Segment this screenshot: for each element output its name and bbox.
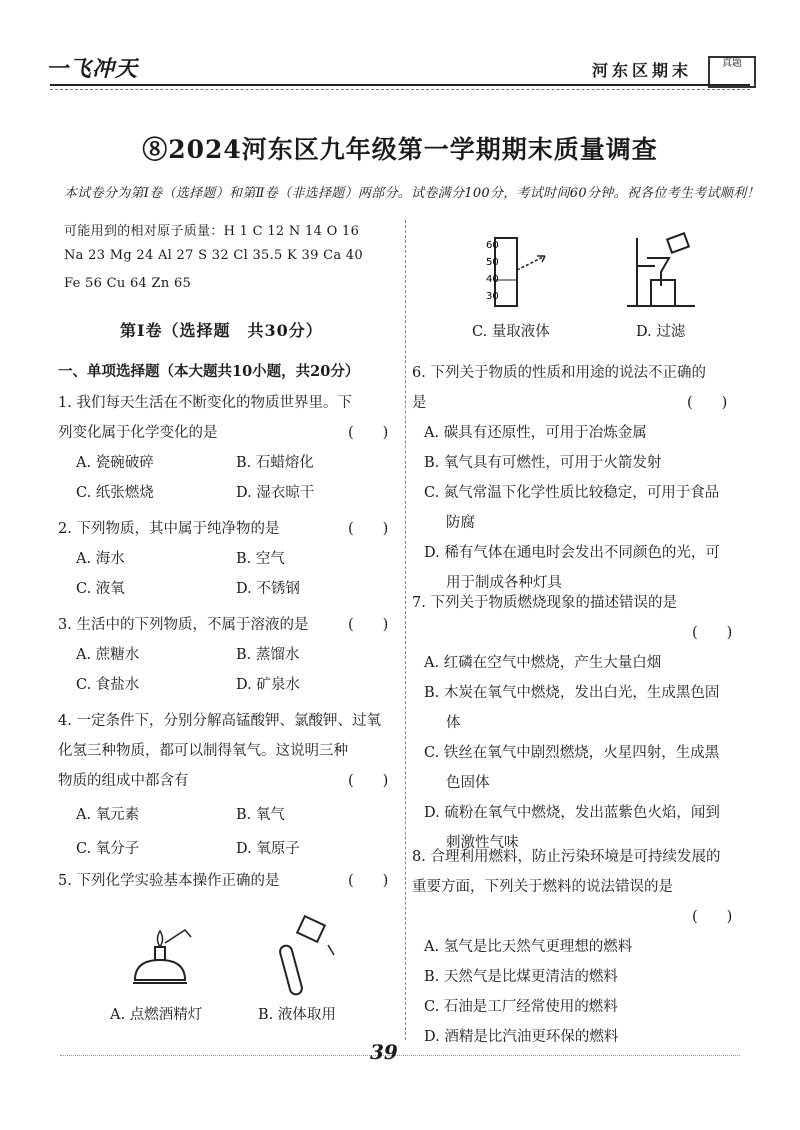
q4-option-a: A. 氧元素 <box>76 807 140 823</box>
footer-rule <box>60 1055 740 1056</box>
header-badge: 真题 <box>708 56 756 88</box>
q3-option-a: A. 蔗糖水 <box>76 647 140 663</box>
answer-paren[interactable]: ( ) <box>687 395 728 411</box>
q1-option-d: D. 湿衣晾干 <box>236 485 315 501</box>
tick-label: 50 <box>486 257 499 268</box>
page-title: ⑧2024河东区九年级第一学期期末质量调查 <box>142 135 658 164</box>
question-1 <box>58 388 398 501</box>
q5-option-a: A. 点燃酒精灯 <box>110 1007 203 1023</box>
q6-stem2: 是 <box>412 395 427 411</box>
q2-stem1: 2. 下列物质，其中属于纯净物的是 <box>58 521 280 537</box>
q5-stem1: 5. 下列化学实验基本操作正确的是 <box>58 873 280 889</box>
q1-stem1: 1. 我们每天生活在不断变化的物质世界里。下 <box>58 395 352 411</box>
question-4 <box>58 706 398 857</box>
alcohol-lamp-image <box>125 925 195 1000</box>
answer-paren[interactable]: ( ) <box>348 521 389 537</box>
q7-option-d: D. 硫粉在氧气中燃烧，发出蓝紫色火焰，闻到 <box>424 805 720 821</box>
q8-option-c: C. 石油是工厂经常使用的燃料 <box>424 999 618 1015</box>
q4-option-c: C. 氧分子 <box>76 841 140 857</box>
q4-option-b: B. 氧气 <box>236 807 285 823</box>
question-6 <box>412 358 757 598</box>
answer-paren[interactable]: ( ) <box>348 617 389 633</box>
q3-option-c: C. 食盐水 <box>76 677 140 693</box>
liquid-pouring-image <box>270 915 340 1005</box>
question-7 <box>412 588 757 858</box>
q6-option-c: C. 氮气常温下化学性质比较稳定，可用于食品 <box>424 485 720 501</box>
q7-stem1: 7. 下列关于物质燃烧现象的描述错误的是 <box>412 595 677 611</box>
question-5 <box>58 866 398 896</box>
q2-option-d: D. 不锈钢 <box>236 581 300 597</box>
column-divider <box>405 220 406 1040</box>
q5-option-b: B. 液体取用 <box>258 1007 336 1023</box>
atomic-mass-line2: Na 23 Mg 24 Al 27 S 32 Cl 35.5 K 39 Ca 40 <box>64 248 363 263</box>
q1-option-b: B. 石蜡熔化 <box>236 455 314 471</box>
q4-stem1: 4. 一定条件下，分别分解高锰酸钾、氯酸钾、过氧 <box>58 713 381 729</box>
q2-option-a: A. 海水 <box>76 551 125 567</box>
question-8 <box>412 842 757 1052</box>
series-logo: 一飞冲天 <box>46 56 139 82</box>
question-2 <box>58 514 398 597</box>
q2-option-b: B. 空气 <box>236 551 285 567</box>
tick-label: 40 <box>486 274 499 285</box>
page-number: 39 <box>370 1040 398 1064</box>
atomic-mass-label: 可能用到的相对原子质量： <box>64 224 224 239</box>
q6-option-c-cont: 防腐 <box>446 515 475 531</box>
section-title: 第Ⅰ卷（选择题 共30分） <box>120 321 323 340</box>
q1-option-c: C. 纸张燃烧 <box>76 485 154 501</box>
filtration-image <box>625 228 705 310</box>
answer-paren[interactable]: ( ) <box>692 909 733 925</box>
answer-paren[interactable]: ( ) <box>692 625 733 641</box>
atomic-mass-values1: H 1 C 12 N 14 O 16 <box>223 224 360 239</box>
graduated-cylinder-image <box>485 236 575 308</box>
q7-option-c-cont: 色固体 <box>446 775 490 791</box>
answer-paren[interactable]: ( ) <box>348 425 389 441</box>
q7-option-b: B. 木炭在氧气中燃烧，发出白光，生成黑色固 <box>424 685 720 701</box>
tick-label: 60 <box>486 240 499 251</box>
q6-option-d-cont: 用于制成各种灯具 <box>446 575 562 591</box>
q4-stem2: 化氢三种物质，都可以制得氧气。这说明三种 <box>58 743 348 759</box>
q5-option-c: C. 量取液体 <box>472 324 550 340</box>
q4-option-d: D. 氧原子 <box>236 841 300 857</box>
q4-stem3: 物质的组成中都含有 <box>58 773 189 789</box>
atomic-mass-line1 <box>64 220 359 239</box>
q8-option-b: B. 天然气是比煤更清洁的燃料 <box>424 969 618 985</box>
q3-option-b: B. 蒸馏水 <box>236 647 300 663</box>
q7-option-a: A. 红磷在空气中燃烧，产生大量白烟 <box>424 655 662 671</box>
q3-option-d: D. 矿泉水 <box>236 677 300 693</box>
answer-paren[interactable]: ( ) <box>348 773 389 789</box>
header-rule-dashed <box>50 89 750 90</box>
q3-stem1: 3. 生活中的下列物质，不属于溶液的是 <box>58 617 309 633</box>
q7-option-c: C. 铁丝在氧气中剧烈燃烧，火星四射，生成黑 <box>424 745 720 761</box>
question-3 <box>58 610 398 693</box>
subsection-title: 一、单项选择题（本大题共10小题，共20分） <box>58 363 360 380</box>
q8-stem2: 重要方面，下列关于燃料的说法错误的是 <box>412 879 673 895</box>
q5-option-d: D. 过滤 <box>636 324 686 340</box>
q1-option-a: A. 瓷碗破碎 <box>76 455 154 471</box>
header-title: 河东区期末 <box>592 61 693 80</box>
tick-label: 30 <box>486 291 499 302</box>
q1-stem2: 列变化属于化学变化的是 <box>58 425 218 441</box>
header-rule <box>50 84 750 86</box>
q8-option-d: D. 酒精是比汽油更环保的燃料 <box>424 1029 619 1045</box>
q7-option-b-cont: 体 <box>446 715 461 731</box>
q6-option-b: B. 氧气具有可燃性，可用于火箭发射 <box>424 455 662 471</box>
exam-intro: 本试卷分为第Ⅰ卷（选择题）和第Ⅱ卷（非选择题）两部分。试卷满分100分，考试时间60分钟。祝各位考生考试顺利！ <box>64 186 760 201</box>
atomic-mass-line3: Fe 56 Cu 64 Zn 65 <box>64 276 192 291</box>
q6-stem1: 6. 下列关于物质的性质和用途的说法不正确的 <box>412 365 706 381</box>
q2-option-c: C. 液氧 <box>76 581 125 597</box>
q8-option-a: A. 氢气是比天然气更理想的燃料 <box>424 939 633 955</box>
q7-option-d-cont: 刺激性气味 <box>446 835 519 851</box>
q6-option-d: D. 稀有气体在通电时会发出不同颜色的光，可 <box>424 545 720 561</box>
answer-paren[interactable]: ( ) <box>348 873 389 889</box>
q6-option-a: A. 碳具有还原性，可用于冶炼金属 <box>424 425 647 441</box>
q8-stem1: 8. 合理利用燃料，防止污染环境是可持续发展的 <box>412 849 721 865</box>
